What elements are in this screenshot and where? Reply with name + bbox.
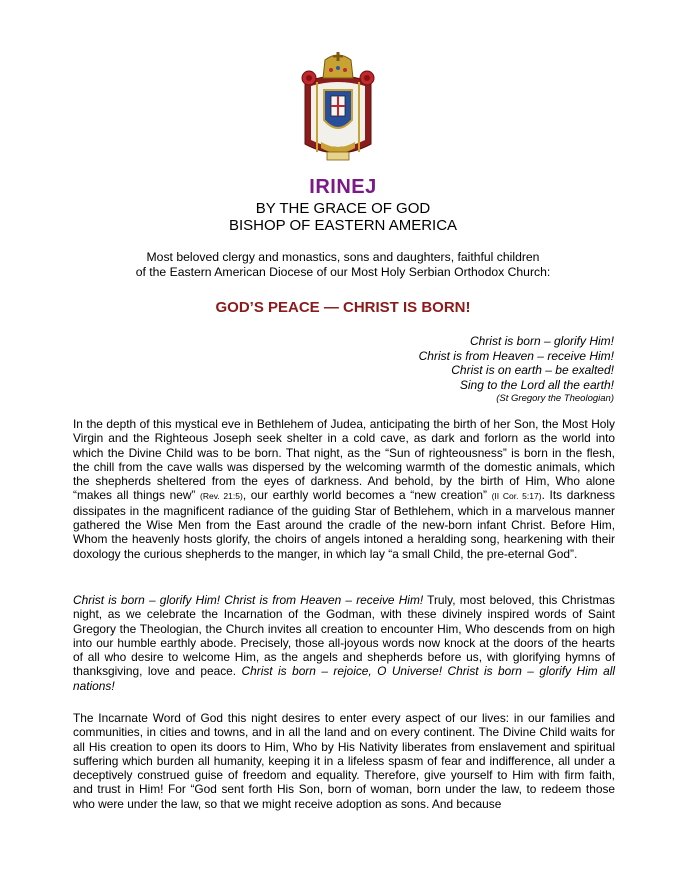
verse-block (419, 334, 614, 405)
greeting (0, 250, 686, 280)
paragraph-2 (73, 593, 615, 693)
paragraph-2-italic-end: Christ is born – rejoice, O Universe! Christ is born – glorify Him all nations! (73, 664, 615, 693)
verse-citation: (St Gregory the Theologian) (496, 393, 614, 404)
verse-line: Christ is born – glorify Him! (469, 334, 614, 348)
paragraph-2-italic-start: Christ is born – glorify Him! Christ is from Heaven – receive Him! (73, 593, 424, 607)
paragraph-3: The Incarnate Word of God this night desires to enter every aspect of our lives: in our families and communities, in cities and towns, and in all the land and on every continent. The Divine Child waits for all His creation to open its doors to Him, Who by His Nativity liberates from enslavement and spiritual suffering which burden all humanity, keeping it in a lifeless spasm of fear and indifference, all under a deceptively construed guise of freedom and equality. Therefore, give yourself to Him with firm faith, and trust in Him! For “God sent forth His Son, born of woman, born under the law, to redeem those who were under the law, so that we might receive adoption as sons. And because (73, 711, 615, 811)
scripture-reference: (Rev. 21:5) (200, 491, 243, 502)
paragraph-1-text-b: , our earthly world becomes a “new creation” (242, 488, 492, 503)
paragraph-2-body: Truly, most beloved, this Christmas night, as we celebrate the Incarnation of the Godman, with these divinely inspired words of Saint Gregory the Theologian, the Church invites all creation to encounter Him, Who descends from on high into our humble earthly abode. Precisely, those all-joyous words now knock at the doors of the hearts of all who desire to welcome Him, as the angels and shepherds before us, with glorifying hymns of thanksgiving, love and peace. (73, 593, 615, 679)
paragraph-1-text-a: In the depth of this mystical eve in Bethlehem of Judea, anticipating the birth of her Son, the Most Holy Virgin and the Righteous Joseph seek shelter in a cold cave, as dark and forlorn as the world into which the Divine Child was to be born. That night, as the “Sun of righteousness” is born in the flesh, the chill from the cave walls was dispersed by the welcoming warmth of the domestic animals, which the shepherds sheltered from the eyes of darkness. And behold, by the birth of Him, Who alone “makes all things new” (73, 417, 615, 503)
greeting-line-1: Most beloved clergy and monastics, sons and daughters, faithful children (146, 250, 540, 264)
coat-of-arms-icon (297, 52, 379, 164)
scripture-reference: (II Cor. 5:17) (491, 491, 542, 502)
paragraph-1 (73, 417, 615, 561)
letter-headline: GOD’S PEACE — CHRIST IS BORN! (215, 299, 471, 316)
title-line-2: BISHOP OF EASTERN AMERICA (228, 217, 458, 234)
verse-line: Christ is on earth – be exalted! (451, 363, 614, 377)
paragraph-1-text-c: . Its darkness dissipates in the magnificent radiance of the guiding Star of Bethlehem, which in a marvelous manner gathered the Wise Men from the East around the cradle of the new-born infant Christ. Before Him, Whom the heavenly hosts glorify, the choirs of angels intoned a heralding song, hearkening with their doxology the curious shepherds to the manger, in which lay “a small Child, the pre-eternal God”. (73, 488, 615, 561)
verse-line: Sing to the Lord all the earth! (459, 377, 614, 392)
verse-line: Christ is from Heaven – receive Him! (418, 348, 614, 363)
greeting-line-2: of the Eastern American Diocese of our Most Holy Serbian Orthodox Church: (135, 265, 551, 279)
bishop-name: IRINEJ (309, 176, 377, 198)
title-line-1: BY THE GRACE OF GOD (255, 200, 431, 217)
